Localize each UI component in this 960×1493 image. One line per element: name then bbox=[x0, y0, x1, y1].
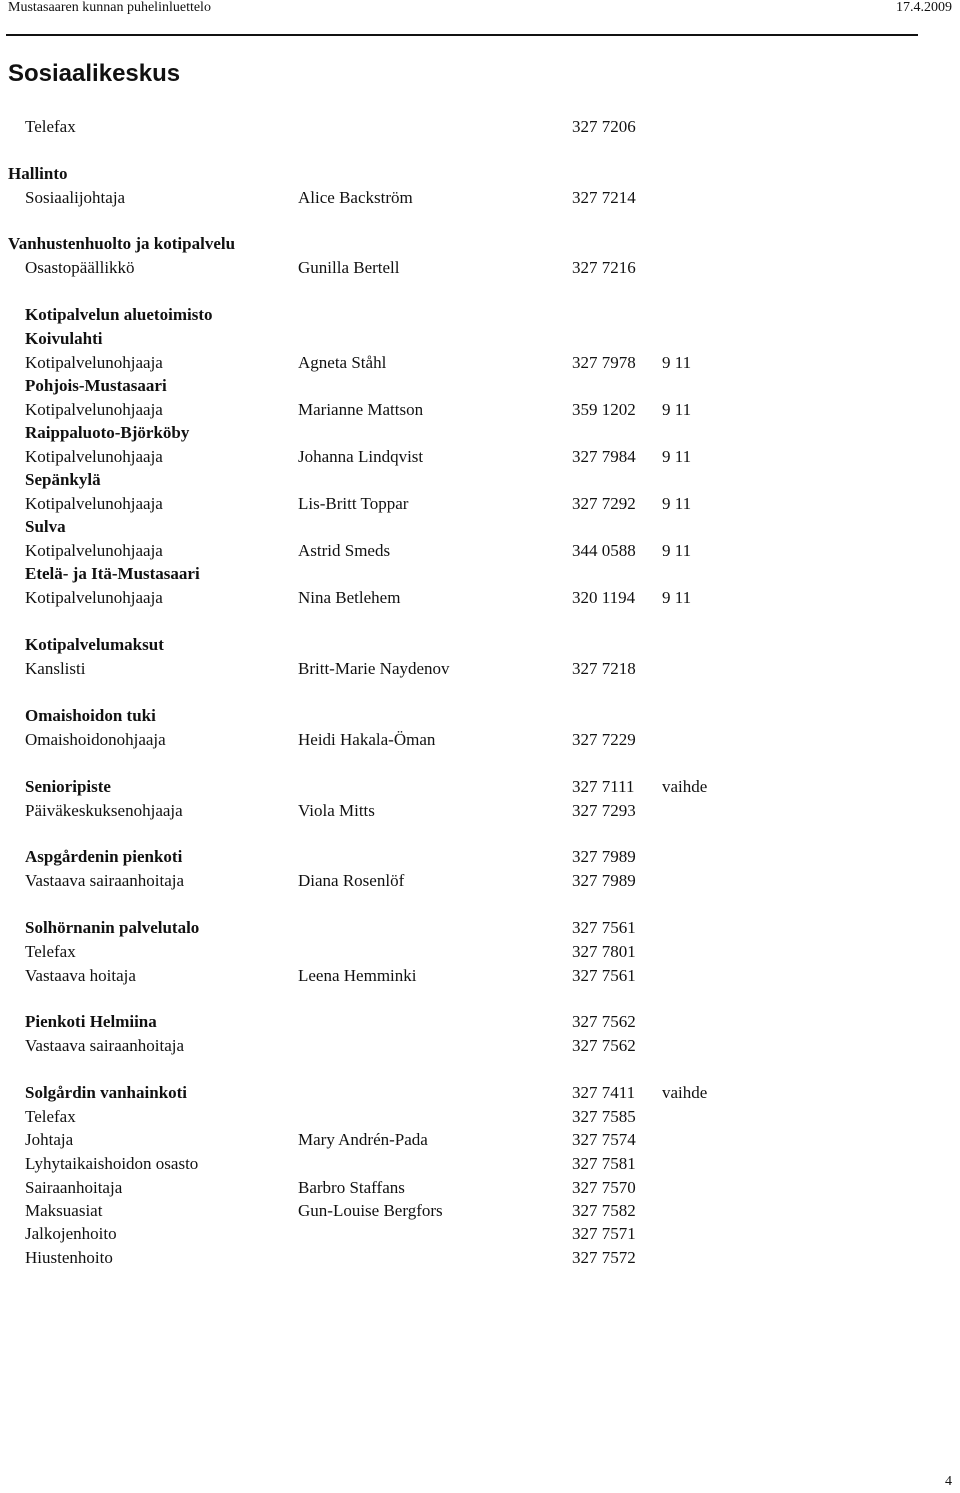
name-cell: Barbro Staffans bbox=[298, 1178, 405, 1197]
phone-cell: 327 7978 bbox=[572, 353, 636, 372]
name-cell: Mary Andrén-Pada bbox=[298, 1130, 428, 1149]
name-cell: Diana Rosenlöf bbox=[298, 871, 405, 890]
title-cell: Vastaava hoitaja bbox=[25, 966, 136, 985]
title-cell: Vastaava sairaanhoitaja bbox=[25, 871, 185, 890]
directory-row bbox=[0, 494, 960, 516]
directory-row bbox=[0, 353, 960, 375]
title-cell: Telefax bbox=[25, 942, 76, 961]
page-title: Sosiaalikeskus bbox=[8, 60, 181, 87]
title-cell: Johtaja bbox=[25, 1130, 74, 1149]
name-cell: Viola Mitts bbox=[298, 801, 375, 820]
name-cell: Alice Backström bbox=[298, 188, 413, 207]
directory-row bbox=[0, 400, 960, 422]
directory-row bbox=[0, 1224, 960, 1246]
title-cell: Omaishoidonohjaaja bbox=[25, 730, 166, 749]
directory-row bbox=[0, 188, 960, 210]
directory-row bbox=[0, 1248, 960, 1270]
note-cell: 9 11 bbox=[662, 541, 692, 560]
title-cell: Solgårdin vanhainkoti bbox=[25, 1083, 188, 1102]
title-cell: Sosiaalijohtaja bbox=[25, 188, 126, 207]
title-cell: Kotipalvelunohjaaja bbox=[25, 400, 163, 419]
title-cell: Kanslisti bbox=[25, 659, 86, 678]
title-cell: Kotipalvelunohjaaja bbox=[25, 353, 163, 372]
directory-row bbox=[0, 447, 960, 469]
title-cell: Aspgårdenin pienkoti bbox=[25, 847, 183, 866]
directory-row bbox=[0, 541, 960, 563]
phone-cell: 344 0588 bbox=[572, 541, 636, 560]
document-header-date: 17.4.2009 bbox=[896, 0, 952, 15]
name-cell: Leena Hemminki bbox=[298, 966, 417, 985]
phone-cell: 327 7218 bbox=[572, 659, 636, 678]
phone-cell: 327 7561 bbox=[572, 918, 636, 937]
note-cell: 9 11 bbox=[662, 400, 692, 419]
section-heading: Hallinto bbox=[8, 164, 68, 183]
directory-row bbox=[0, 730, 960, 752]
phone-cell: 327 7571 bbox=[572, 1224, 636, 1243]
title-cell: Jalkojenhoito bbox=[25, 1224, 117, 1243]
phone-cell: 320 1194 bbox=[572, 588, 636, 607]
note-cell: vaihde bbox=[662, 777, 708, 796]
title-cell: Pienkoti Helmiina bbox=[25, 1012, 157, 1031]
phone-cell: 327 7989 bbox=[572, 871, 636, 890]
section-heading: Kotipalvelumaksut bbox=[25, 635, 164, 654]
directory-row bbox=[0, 1201, 960, 1223]
title-cell: Päiväkeskuksenohjaaja bbox=[25, 801, 183, 820]
phone-cell: 359 1202 bbox=[572, 400, 636, 419]
title-cell: Kotipalvelunohjaaja bbox=[25, 588, 163, 607]
title-cell: Solhörnanin palvelutalo bbox=[25, 918, 200, 937]
title-cell: Osastopäällikkö bbox=[25, 258, 135, 277]
directory-row bbox=[0, 777, 960, 799]
name-cell: Gunilla Bertell bbox=[298, 258, 400, 277]
title-cell: Kotipalvelunohjaaja bbox=[25, 494, 163, 513]
note-cell: 9 11 bbox=[662, 353, 692, 372]
directory-row bbox=[0, 801, 960, 823]
phone-cell: 327 7581 bbox=[572, 1154, 636, 1173]
directory-row bbox=[0, 1154, 960, 1176]
phone-cell: 327 7585 bbox=[572, 1107, 636, 1126]
directory-row bbox=[0, 966, 960, 988]
section-heading: Kotipalvelun aluetoimisto bbox=[25, 305, 213, 324]
directory-row bbox=[0, 1036, 960, 1058]
section-heading: Omaishoidon tuki bbox=[25, 706, 156, 725]
title-cell: Senioripiste bbox=[25, 777, 111, 796]
title-cell: Telefax bbox=[25, 117, 76, 136]
note-cell: 9 11 bbox=[662, 447, 692, 466]
title-cell: Lyhytaikaishoidon osasto bbox=[25, 1154, 199, 1173]
phone-cell: 327 7216 bbox=[572, 258, 636, 277]
note-cell: vaihde bbox=[662, 1083, 708, 1102]
phone-cell: 327 7562 bbox=[572, 1036, 636, 1055]
title-cell: Maksuasiat bbox=[25, 1201, 103, 1220]
section-heading: Koivulahti bbox=[25, 329, 103, 348]
phone-cell: 327 7229 bbox=[572, 730, 636, 749]
name-cell: Gun-Louise Bergfors bbox=[298, 1201, 443, 1220]
section-heading: Sulva bbox=[25, 517, 66, 536]
phone-cell: 327 7570 bbox=[572, 1178, 636, 1197]
title-cell: Hiustenhoito bbox=[25, 1248, 113, 1267]
directory-row bbox=[0, 588, 960, 610]
phone-cell: 327 7206 bbox=[572, 117, 636, 136]
phone-cell: 327 7574 bbox=[572, 1130, 636, 1149]
name-cell: Britt-Marie Naydenov bbox=[298, 659, 450, 678]
phone-cell: 327 7582 bbox=[572, 1201, 636, 1220]
title-cell: Telefax bbox=[25, 1107, 76, 1126]
directory-row bbox=[0, 659, 960, 681]
directory-row bbox=[0, 1107, 960, 1129]
title-cell: Kotipalvelunohjaaja bbox=[25, 447, 163, 466]
directory-row bbox=[0, 1178, 960, 1200]
name-cell: Nina Betlehem bbox=[298, 588, 401, 607]
directory-row bbox=[0, 258, 960, 280]
name-cell: Marianne Mattson bbox=[298, 400, 424, 419]
name-cell: Heidi Hakala-Öman bbox=[298, 730, 436, 749]
header-divider bbox=[6, 34, 918, 36]
directory-row bbox=[0, 1130, 960, 1152]
directory-row bbox=[0, 117, 960, 139]
page-number: 4 bbox=[945, 1474, 952, 1489]
directory-row bbox=[0, 942, 960, 964]
title-cell: Vastaava sairaanhoitaja bbox=[25, 1036, 185, 1055]
directory-row bbox=[0, 1012, 960, 1034]
section-heading: Sepänkylä bbox=[25, 470, 101, 489]
directory-row bbox=[0, 1083, 960, 1105]
phone-cell: 327 7561 bbox=[572, 966, 636, 985]
name-cell: Agneta Ståhl bbox=[298, 353, 387, 372]
document-header-title: Mustasaaren kunnan puhelinluettelo bbox=[8, 0, 211, 15]
phone-cell: 327 7411 bbox=[572, 1083, 636, 1102]
phone-cell: 327 7293 bbox=[572, 801, 636, 820]
directory-row bbox=[0, 847, 960, 869]
section-heading: Raippaluoto-Björköby bbox=[25, 423, 190, 442]
section-heading: Pohjois-Mustasaari bbox=[25, 376, 167, 395]
name-cell: Johanna Lindqvist bbox=[298, 447, 424, 466]
phone-cell: 327 7292 bbox=[572, 494, 636, 513]
section-heading: Etelä- ja Itä-Mustasaari bbox=[25, 564, 200, 583]
note-cell: 9 11 bbox=[662, 588, 692, 607]
phone-cell: 327 7984 bbox=[572, 447, 636, 466]
title-cell: Kotipalvelunohjaaja bbox=[25, 541, 163, 560]
phone-cell: 327 7989 bbox=[572, 847, 636, 866]
phone-cell: 327 7572 bbox=[572, 1248, 636, 1267]
section-heading: Vanhustenhuolto ja kotipalvelu bbox=[8, 234, 236, 253]
title-cell: Sairaanhoitaja bbox=[25, 1178, 123, 1197]
directory-row bbox=[0, 918, 960, 940]
name-cell: Astrid Smeds bbox=[298, 541, 391, 560]
phone-cell: 327 7801 bbox=[572, 942, 636, 961]
phone-cell: 327 7562 bbox=[572, 1012, 636, 1031]
phone-cell: 327 7111 bbox=[572, 777, 635, 796]
phone-cell: 327 7214 bbox=[572, 188, 636, 207]
note-cell: 9 11 bbox=[662, 494, 692, 513]
name-cell: Lis-Britt Toppar bbox=[298, 494, 409, 513]
directory-row bbox=[0, 871, 960, 893]
